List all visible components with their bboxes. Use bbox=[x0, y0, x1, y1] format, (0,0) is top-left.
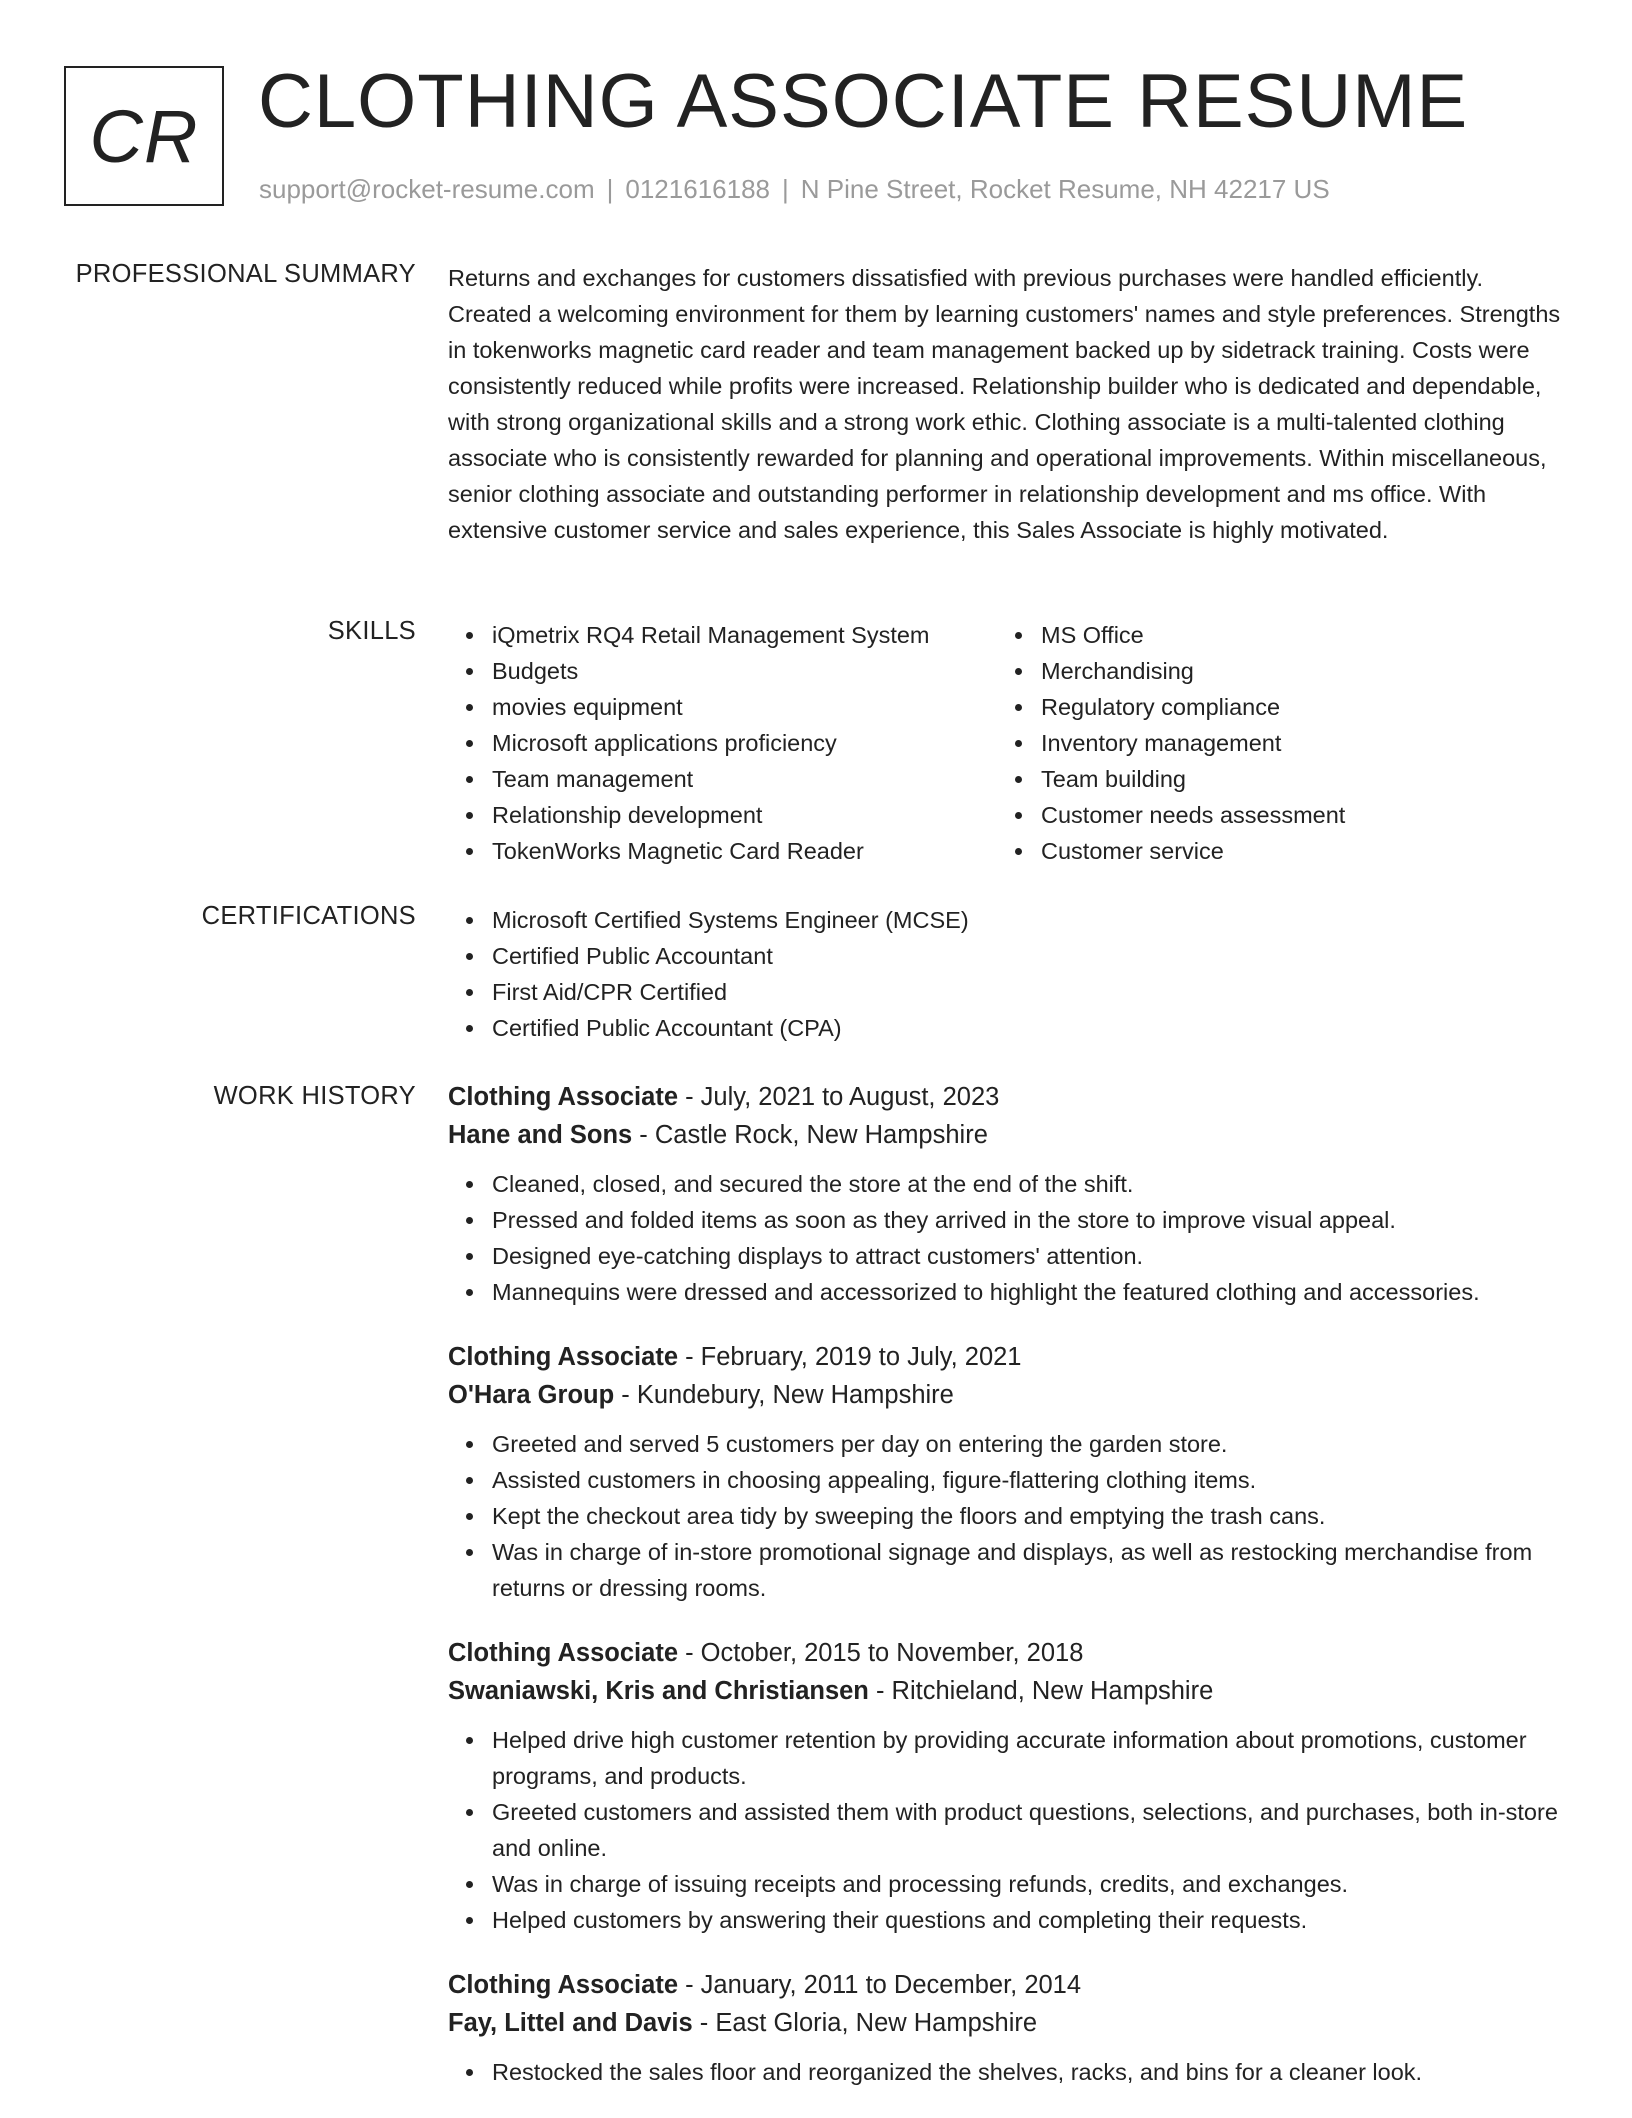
job-entry bbox=[448, 1078, 1568, 1310]
job-company: Hane and Sons bbox=[448, 1121, 633, 1149]
skill-item: Budgets bbox=[492, 653, 997, 689]
skills-heading: SKILLS bbox=[327, 617, 416, 645]
contact-separator: | bbox=[606, 174, 614, 204]
summary-heading: PROFESSIONAL SUMMARY bbox=[75, 260, 416, 288]
job-duty: Restocked the sales floor and reorganized the shelves, racks, and bins for a cleaner look. bbox=[492, 2054, 1568, 2090]
certification-item: Certified Public Accountant (CPA) bbox=[492, 1010, 1568, 1046]
job-duty: Pressed and folded items as soon as they arrived in the store to improve visual appeal. bbox=[492, 1202, 1568, 1238]
job-company: Fay, Littel and Davis bbox=[448, 2009, 693, 2037]
certification-item: Microsoft Certified Systems Engineer (MCSE) bbox=[492, 902, 1568, 938]
skill-item: TokenWorks Magnetic Card Reader bbox=[492, 833, 997, 869]
contact-separator: | bbox=[782, 174, 789, 204]
monogram-logo bbox=[64, 66, 224, 206]
job-duties-list bbox=[448, 1722, 1568, 1938]
job-location: - Castle Rock, New Hampshire bbox=[632, 1121, 988, 1149]
resume-title: CLOTHING ASSOCIATE RESUME bbox=[258, 59, 1469, 144]
summary-text: Returns and exchanges for customers dissatisfied with previous purchases were handled efficiently. Created a welcoming environment for them by learning customers' names and style preferences. Strengths in tokenworks magnetic card reader and team management backed up by sidetrack training. Costs were consistently reduced while profits were increased. Relationship builder who is dedicated and dependable, with strong organizational skills and a strong work ethic. Clothing associate is a multi-talented clothing associate who is consistently rewarded for planning and operational improvements. Within miscellaneous, senior clothing associate and outstanding performer in relationship development and ms office. With extensive customer service and sales experience, this Sales Associate is highly motivated. bbox=[448, 265, 1561, 543]
job-company-line bbox=[448, 1672, 1568, 1710]
job-title: Clothing Associate bbox=[448, 1639, 678, 1667]
job-title: Clothing Associate bbox=[448, 1971, 678, 1999]
job-entry bbox=[448, 1338, 1568, 1606]
summary-body bbox=[448, 260, 1568, 548]
skill-item: Relationship development bbox=[492, 797, 997, 833]
job-duties-list bbox=[448, 2054, 1568, 2090]
certification-item: Certified Public Accountant bbox=[492, 938, 1568, 974]
contact-line bbox=[259, 174, 1330, 205]
certification-item: First Aid/CPR Certified bbox=[492, 974, 1568, 1010]
skill-item: iQmetrix RQ4 Retail Management System bbox=[492, 617, 997, 653]
job-dates: - October, 2015 to November, 2018 bbox=[678, 1639, 1084, 1667]
job-location: - Kundebury, New Hampshire bbox=[614, 1381, 954, 1409]
job-location: - East Gloria, New Hampshire bbox=[692, 2009, 1038, 2037]
skill-item: Microsoft applications proficiency bbox=[492, 725, 997, 761]
job-duty: Was in charge of in-store promotional signage and displays, as well as restocking merchandise from returns or dressing rooms. bbox=[492, 1534, 1568, 1606]
job-duty: Helped customers by answering their questions and completing their requests. bbox=[492, 1902, 1568, 1938]
skill-item: Customer service bbox=[1041, 833, 1345, 869]
job-entry bbox=[448, 1966, 1568, 2090]
job-title-line bbox=[448, 1634, 1568, 1672]
job-dates: - July, 2021 to August, 2023 bbox=[678, 1083, 1000, 1111]
job-duty: Helped drive high customer retention by providing accurate information about promotions, customer programs, and products. bbox=[492, 1722, 1568, 1794]
job-title: Clothing Associate bbox=[448, 1343, 678, 1371]
monogram-text: CR bbox=[89, 94, 199, 178]
job-company-line bbox=[448, 2004, 1568, 2042]
job-title-line bbox=[448, 1338, 1568, 1376]
skill-item: Regulatory compliance bbox=[1041, 689, 1345, 725]
job-duty: Greeted customers and assisted them with product questions, selections, and purchases, both in-store and online. bbox=[492, 1794, 1568, 1866]
skill-item: Team building bbox=[1041, 761, 1345, 797]
job-company-line bbox=[448, 1376, 1568, 1414]
contact-phone: 0121616188 bbox=[625, 174, 770, 204]
skills-body bbox=[448, 617, 1568, 869]
skill-item: Customer needs assessment bbox=[1041, 797, 1345, 833]
job-company: O'Hara Group bbox=[448, 1381, 615, 1409]
skills-list-right bbox=[997, 617, 1345, 869]
skill-item: Team management bbox=[492, 761, 997, 797]
certifications-heading: CERTIFICATIONS bbox=[201, 902, 416, 930]
job-duty: Greeted and served 5 customers per day on entering the garden store. bbox=[492, 1426, 1568, 1462]
skill-item: Inventory management bbox=[1041, 725, 1345, 761]
job-entry bbox=[448, 1634, 1568, 1938]
job-duty: Was in charge of issuing receipts and processing refunds, credits, and exchanges. bbox=[492, 1866, 1568, 1902]
job-title: Clothing Associate bbox=[448, 1083, 678, 1111]
certifications-body bbox=[448, 902, 1568, 1046]
job-duty: Mannequins were dressed and accessorized to highlight the featured clothing and accessories. bbox=[492, 1274, 1568, 1310]
job-duty: Kept the checkout area tidy by sweeping the floors and emptying the trash cans. bbox=[492, 1498, 1568, 1534]
work-history-heading: WORK HISTORY bbox=[213, 1082, 416, 1110]
job-company: Swaniawski, Kris and Christiansen bbox=[448, 1677, 869, 1705]
skills-list-left bbox=[448, 617, 997, 869]
job-duty: Cleaned, closed, and secured the store at the end of the shift. bbox=[492, 1166, 1568, 1202]
certifications-list bbox=[448, 902, 1568, 1046]
contact-email: support@rocket-resume.com bbox=[259, 174, 595, 204]
job-duty: Designed eye-catching displays to attract customers' attention. bbox=[492, 1238, 1568, 1274]
job-duty: Assisted customers in choosing appealing, figure-flattering clothing items. bbox=[492, 1462, 1568, 1498]
job-company-line bbox=[448, 1116, 1568, 1154]
skill-item: movies equipment bbox=[492, 689, 997, 725]
skill-item: MS Office bbox=[1041, 617, 1345, 653]
job-dates: - January, 2011 to December, 2014 bbox=[678, 1971, 1082, 1999]
job-duties-list bbox=[448, 1426, 1568, 1606]
contact-address: N Pine Street, Rocket Resume, NH 42217 US bbox=[800, 174, 1330, 204]
job-title-line bbox=[448, 1966, 1568, 2004]
job-location: - Ritchieland, New Hampshire bbox=[868, 1677, 1214, 1705]
job-duties-list bbox=[448, 1166, 1568, 1310]
job-dates: - February, 2019 to July, 2021 bbox=[678, 1343, 1022, 1371]
job-title-line bbox=[448, 1078, 1568, 1116]
work-history-body bbox=[448, 1078, 1568, 2118]
skill-item: Merchandising bbox=[1041, 653, 1345, 689]
